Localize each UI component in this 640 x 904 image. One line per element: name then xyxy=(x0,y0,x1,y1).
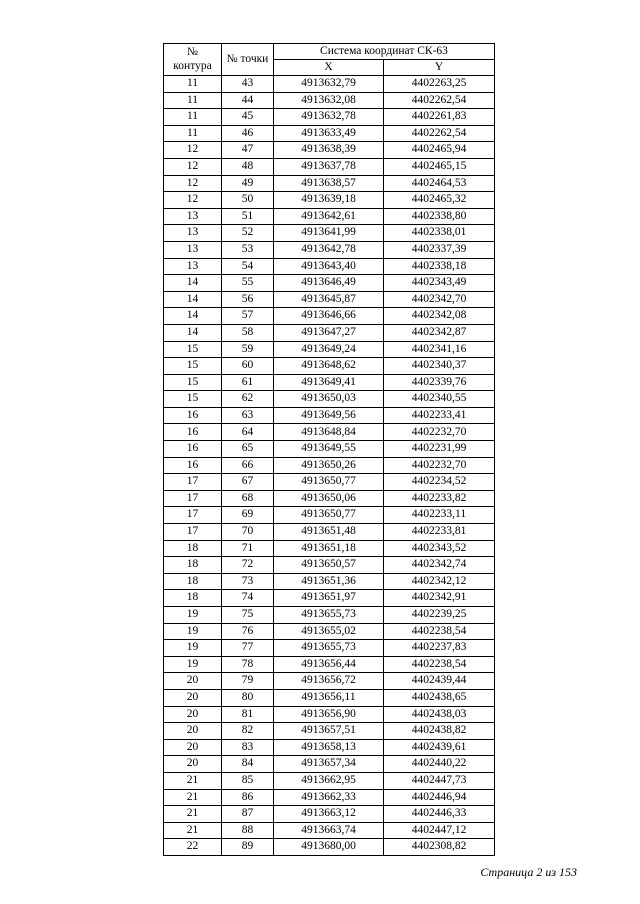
header-contour-line1: № xyxy=(187,46,198,59)
point-cell: 51 xyxy=(222,208,274,225)
contour-cell: 17 xyxy=(164,490,222,507)
point-cell: 61 xyxy=(222,374,274,391)
contour-cell: 13 xyxy=(164,241,222,258)
y-cell: 4402232,70 xyxy=(384,457,495,474)
point-cell: 58 xyxy=(222,324,274,341)
y-cell: 4402342,91 xyxy=(384,590,495,607)
y-cell: 4402340,37 xyxy=(384,358,495,375)
x-cell: 4913680,00 xyxy=(274,839,384,856)
y-cell: 4402262,54 xyxy=(384,92,495,109)
header-y: Y xyxy=(384,60,495,76)
y-cell: 4402233,41 xyxy=(384,407,495,424)
point-cell: 83 xyxy=(222,739,274,756)
contour-cell: 13 xyxy=(164,225,222,242)
x-cell: 4913649,41 xyxy=(274,374,384,391)
y-cell: 4402342,12 xyxy=(384,573,495,590)
table-row xyxy=(164,590,495,607)
contour-cell: 20 xyxy=(164,706,222,723)
contour-cell: 16 xyxy=(164,441,222,458)
table-row xyxy=(164,573,495,590)
point-cell: 53 xyxy=(222,241,274,258)
point-cell: 43 xyxy=(222,76,274,93)
table-row xyxy=(164,540,495,557)
x-cell: 4913662,33 xyxy=(274,789,384,806)
table-row xyxy=(164,474,495,491)
point-cell: 52 xyxy=(222,225,274,242)
contour-cell: 22 xyxy=(164,839,222,856)
contour-cell: 11 xyxy=(164,92,222,109)
point-cell: 49 xyxy=(222,175,274,192)
point-cell: 86 xyxy=(222,789,274,806)
x-cell: 4913649,56 xyxy=(274,407,384,424)
x-cell: 4913657,34 xyxy=(274,756,384,773)
x-cell: 4913658,13 xyxy=(274,739,384,756)
y-cell: 4402438,82 xyxy=(384,723,495,740)
table-row xyxy=(164,109,495,126)
contour-cell: 12 xyxy=(164,158,222,175)
point-cell: 60 xyxy=(222,358,274,375)
table-row xyxy=(164,192,495,209)
table-row xyxy=(164,457,495,474)
y-cell: 4402446,33 xyxy=(384,806,495,823)
contour-cell: 18 xyxy=(164,557,222,574)
contour-cell: 18 xyxy=(164,573,222,590)
table-row xyxy=(164,258,495,275)
table-row xyxy=(164,208,495,225)
contour-cell: 17 xyxy=(164,524,222,541)
y-cell: 4402233,81 xyxy=(384,524,495,541)
point-cell: 67 xyxy=(222,474,274,491)
table-row xyxy=(164,76,495,93)
table-row xyxy=(164,756,495,773)
x-cell: 4913656,44 xyxy=(274,656,384,673)
table-row xyxy=(164,92,495,109)
contour-cell: 17 xyxy=(164,507,222,524)
point-cell: 81 xyxy=(222,706,274,723)
contour-cell: 19 xyxy=(164,640,222,657)
table-row xyxy=(164,424,495,441)
y-cell: 4402440,22 xyxy=(384,756,495,773)
x-cell: 4913642,78 xyxy=(274,241,384,258)
contour-cell: 15 xyxy=(164,374,222,391)
contour-cell: 14 xyxy=(164,275,222,292)
table-row xyxy=(164,822,495,839)
x-cell: 4913650,77 xyxy=(274,474,384,491)
table-row xyxy=(164,623,495,640)
contour-cell: 14 xyxy=(164,308,222,325)
x-cell: 4913637,78 xyxy=(274,158,384,175)
y-cell: 4402465,94 xyxy=(384,142,495,159)
y-cell: 4402338,01 xyxy=(384,225,495,242)
table-row xyxy=(164,673,495,690)
table-row xyxy=(164,656,495,673)
point-cell: 57 xyxy=(222,308,274,325)
y-cell: 4402439,44 xyxy=(384,673,495,690)
contour-cell: 12 xyxy=(164,175,222,192)
point-cell: 63 xyxy=(222,407,274,424)
point-cell: 50 xyxy=(222,192,274,209)
table-row xyxy=(164,739,495,756)
table-row xyxy=(164,175,495,192)
table-row xyxy=(164,308,495,325)
point-cell: 65 xyxy=(222,441,274,458)
y-cell: 4402342,70 xyxy=(384,291,495,308)
header-coordinate-system: Система координат СК-63 xyxy=(274,44,495,60)
table-row xyxy=(164,358,495,375)
x-cell: 4913647,27 xyxy=(274,324,384,341)
table-row xyxy=(164,706,495,723)
point-cell: 69 xyxy=(222,507,274,524)
coordinates-table xyxy=(163,43,495,856)
table-row xyxy=(164,789,495,806)
contour-cell: 18 xyxy=(164,540,222,557)
y-cell: 4402232,70 xyxy=(384,424,495,441)
point-cell: 75 xyxy=(222,607,274,624)
x-cell: 4913646,66 xyxy=(274,308,384,325)
contour-cell: 11 xyxy=(164,125,222,142)
table-body xyxy=(164,76,495,856)
point-cell: 68 xyxy=(222,490,274,507)
point-cell: 56 xyxy=(222,291,274,308)
y-cell: 4402239,25 xyxy=(384,607,495,624)
x-cell: 4913649,24 xyxy=(274,341,384,358)
x-cell: 4913632,78 xyxy=(274,109,384,126)
point-cell: 54 xyxy=(222,258,274,275)
contour-cell: 21 xyxy=(164,806,222,823)
point-cell: 62 xyxy=(222,391,274,408)
table-row xyxy=(164,772,495,789)
point-cell: 85 xyxy=(222,772,274,789)
table-row xyxy=(164,441,495,458)
table-row xyxy=(164,640,495,657)
x-cell: 4913646,49 xyxy=(274,275,384,292)
point-cell: 55 xyxy=(222,275,274,292)
y-cell: 4402233,82 xyxy=(384,490,495,507)
y-cell: 4402343,49 xyxy=(384,275,495,292)
table-row xyxy=(164,507,495,524)
x-cell: 4913651,18 xyxy=(274,540,384,557)
x-cell: 4913655,73 xyxy=(274,640,384,657)
y-cell: 4402343,52 xyxy=(384,540,495,557)
contour-cell: 17 xyxy=(164,474,222,491)
point-cell: 88 xyxy=(222,822,274,839)
y-cell: 4402238,54 xyxy=(384,656,495,673)
point-cell: 73 xyxy=(222,573,274,590)
y-cell: 4402465,32 xyxy=(384,192,495,209)
contour-cell: 20 xyxy=(164,756,222,773)
contour-cell: 12 xyxy=(164,192,222,209)
y-cell: 4402447,73 xyxy=(384,772,495,789)
table-row xyxy=(164,723,495,740)
y-cell: 4402263,25 xyxy=(384,76,495,93)
contour-cell: 21 xyxy=(164,772,222,789)
table-row xyxy=(164,607,495,624)
table-row xyxy=(164,407,495,424)
point-cell: 44 xyxy=(222,92,274,109)
contour-cell: 19 xyxy=(164,656,222,673)
y-cell: 4402238,54 xyxy=(384,623,495,640)
x-cell: 4913650,06 xyxy=(274,490,384,507)
x-cell: 4913648,62 xyxy=(274,358,384,375)
x-cell: 4913656,72 xyxy=(274,673,384,690)
point-cell: 80 xyxy=(222,689,274,706)
y-cell: 4402465,15 xyxy=(384,158,495,175)
point-cell: 76 xyxy=(222,623,274,640)
table-row xyxy=(164,689,495,706)
y-cell: 4402340,55 xyxy=(384,391,495,408)
point-cell: 70 xyxy=(222,524,274,541)
x-cell: 4913656,11 xyxy=(274,689,384,706)
x-cell: 4913655,02 xyxy=(274,623,384,640)
point-cell: 87 xyxy=(222,806,274,823)
table-row xyxy=(164,142,495,159)
x-cell: 4913632,08 xyxy=(274,92,384,109)
table-row xyxy=(164,557,495,574)
header-contour-line2: контура xyxy=(173,59,212,72)
x-cell: 4913655,73 xyxy=(274,607,384,624)
point-cell: 77 xyxy=(222,640,274,657)
point-cell: 45 xyxy=(222,109,274,126)
contour-cell: 16 xyxy=(164,424,222,441)
point-cell: 89 xyxy=(222,839,274,856)
x-cell: 4913651,36 xyxy=(274,573,384,590)
y-cell: 4402262,54 xyxy=(384,125,495,142)
y-cell: 4402446,94 xyxy=(384,789,495,806)
contour-cell: 14 xyxy=(164,291,222,308)
contour-cell: 19 xyxy=(164,623,222,640)
x-cell: 4913649,55 xyxy=(274,441,384,458)
x-cell: 4913642,61 xyxy=(274,208,384,225)
contour-cell: 15 xyxy=(164,341,222,358)
table-row xyxy=(164,225,495,242)
table-row xyxy=(164,341,495,358)
x-cell: 4913638,39 xyxy=(274,142,384,159)
point-cell: 48 xyxy=(222,158,274,175)
y-cell: 4402447,12 xyxy=(384,822,495,839)
contour-cell: 19 xyxy=(164,607,222,624)
point-cell: 46 xyxy=(222,125,274,142)
x-cell: 4913657,51 xyxy=(274,723,384,740)
table-row xyxy=(164,125,495,142)
x-cell: 4913650,03 xyxy=(274,391,384,408)
contour-cell: 13 xyxy=(164,208,222,225)
contour-cell: 11 xyxy=(164,109,222,126)
table-row xyxy=(164,241,495,258)
table-row xyxy=(164,490,495,507)
contour-cell: 20 xyxy=(164,739,222,756)
x-cell: 4913645,87 xyxy=(274,291,384,308)
y-cell: 4402231,99 xyxy=(384,441,495,458)
table-row xyxy=(164,158,495,175)
point-cell: 71 xyxy=(222,540,274,557)
x-cell: 4913632,79 xyxy=(274,76,384,93)
y-cell: 4402339,76 xyxy=(384,374,495,391)
point-cell: 74 xyxy=(222,590,274,607)
y-cell: 4402438,03 xyxy=(384,706,495,723)
contour-cell: 14 xyxy=(164,324,222,341)
y-cell: 4402337,39 xyxy=(384,241,495,258)
x-cell: 4913633,49 xyxy=(274,125,384,142)
contour-cell: 15 xyxy=(164,358,222,375)
x-cell: 4913641,99 xyxy=(274,225,384,242)
x-cell: 4913648,84 xyxy=(274,424,384,441)
y-cell: 4402341,16 xyxy=(384,341,495,358)
y-cell: 4402237,83 xyxy=(384,640,495,657)
table-row xyxy=(164,275,495,292)
x-cell: 4913662,95 xyxy=(274,772,384,789)
y-cell: 4402234,52 xyxy=(384,474,495,491)
contour-cell: 20 xyxy=(164,689,222,706)
y-cell: 4402439,61 xyxy=(384,739,495,756)
point-cell: 66 xyxy=(222,457,274,474)
x-cell: 4913656,90 xyxy=(274,706,384,723)
table-row xyxy=(164,839,495,856)
contour-cell: 18 xyxy=(164,590,222,607)
contour-cell: 12 xyxy=(164,142,222,159)
point-cell: 47 xyxy=(222,142,274,159)
y-cell: 4402308,82 xyxy=(384,839,495,856)
table-row xyxy=(164,291,495,308)
x-cell: 4913650,77 xyxy=(274,507,384,524)
y-cell: 4402438,65 xyxy=(384,689,495,706)
x-cell: 4913650,26 xyxy=(274,457,384,474)
table-row xyxy=(164,374,495,391)
y-cell: 4402261,83 xyxy=(384,109,495,126)
point-cell: 78 xyxy=(222,656,274,673)
contour-cell: 21 xyxy=(164,822,222,839)
contour-cell: 13 xyxy=(164,258,222,275)
point-cell: 59 xyxy=(222,341,274,358)
table-row xyxy=(164,391,495,408)
contour-cell: 16 xyxy=(164,407,222,424)
x-cell: 4913651,48 xyxy=(274,524,384,541)
y-cell: 4402464,53 xyxy=(384,175,495,192)
y-cell: 4402342,08 xyxy=(384,308,495,325)
contour-cell: 20 xyxy=(164,723,222,740)
header-x: X xyxy=(274,60,384,76)
y-cell: 4402233,11 xyxy=(384,507,495,524)
header-point-number: № точки xyxy=(222,44,274,76)
header-contour-number xyxy=(164,44,222,76)
point-cell: 64 xyxy=(222,424,274,441)
x-cell: 4913663,74 xyxy=(274,822,384,839)
point-cell: 84 xyxy=(222,756,274,773)
contour-cell: 20 xyxy=(164,673,222,690)
point-cell: 72 xyxy=(222,557,274,574)
table-row xyxy=(164,806,495,823)
point-cell: 82 xyxy=(222,723,274,740)
page-number: Страница 2 из 153 xyxy=(480,865,577,879)
contour-cell: 16 xyxy=(164,457,222,474)
point-cell: 79 xyxy=(222,673,274,690)
x-cell: 4913643,40 xyxy=(274,258,384,275)
y-cell: 4402342,87 xyxy=(384,324,495,341)
contour-cell: 21 xyxy=(164,789,222,806)
x-cell: 4913650,57 xyxy=(274,557,384,574)
x-cell: 4913651,97 xyxy=(274,590,384,607)
table-row xyxy=(164,524,495,541)
x-cell: 4913639,18 xyxy=(274,192,384,209)
x-cell: 4913638,57 xyxy=(274,175,384,192)
x-cell: 4913663,12 xyxy=(274,806,384,823)
y-cell: 4402338,18 xyxy=(384,258,495,275)
y-cell: 4402342,74 xyxy=(384,557,495,574)
table-row xyxy=(164,324,495,341)
y-cell: 4402338,80 xyxy=(384,208,495,225)
contour-cell: 11 xyxy=(164,76,222,93)
contour-cell: 15 xyxy=(164,391,222,408)
